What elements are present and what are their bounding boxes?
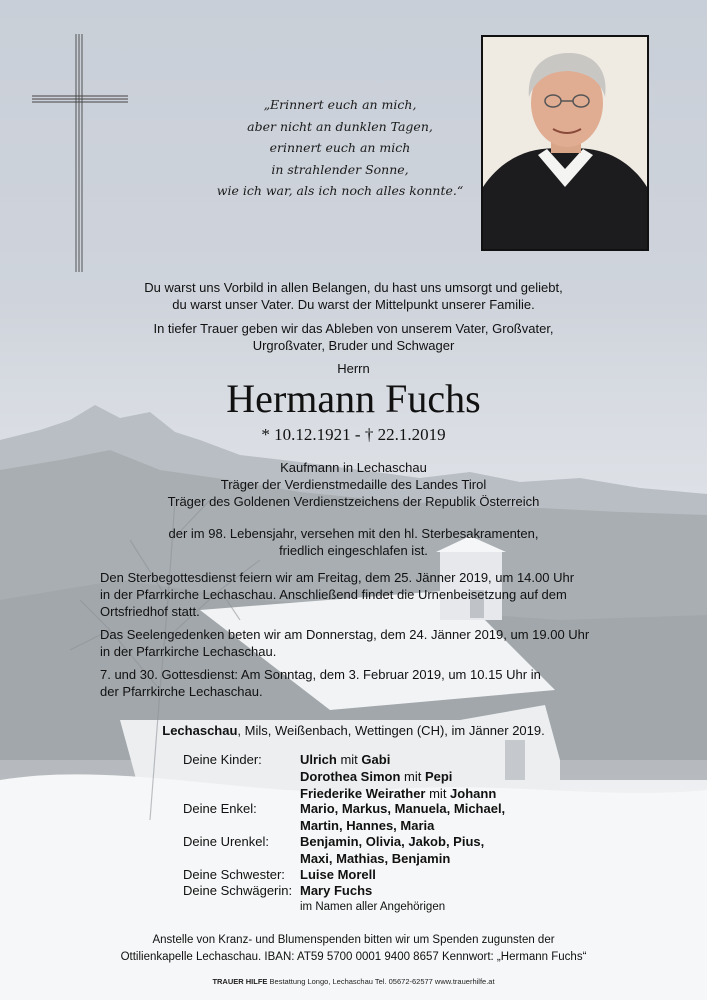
great-grandchildren-line: Benjamin, Olivia, Jakob, Pius, xyxy=(300,834,485,849)
intro-line: du warst unser Vater. Du warst der Mittelpunkt unserer Familie. xyxy=(172,297,535,312)
great-grandchildren-label: Deine Urenkel: xyxy=(183,834,269,849)
child-name: Friederike Weirather xyxy=(300,786,426,801)
service-line: in der Pfarrkirche Lechaschau. xyxy=(100,644,277,659)
funeral-home-credit xyxy=(0,977,707,986)
partner-name: Pepi xyxy=(424,769,453,784)
service-line: 7. und 30. Gottesdienst: Am Sonntag, dem 3. Februar 2019, um 10.15 Uhr in xyxy=(100,667,541,682)
donation-line: Anstelle von Kranz- und Blumenspenden bitten wir um Spenden zugunsten der xyxy=(152,934,555,946)
service-line: in der Pfarrkirche Lechaschau. Anschließend findet die Urnenbeisetzung auf dem xyxy=(100,587,567,602)
partner-name: Johann xyxy=(450,786,497,801)
sister-in-law-label: Deine Schwägerin: xyxy=(183,883,293,898)
quote-line: wie ich war, als ich noch alles konnte.“ xyxy=(216,183,464,198)
intro-line: Urgroßvater, Bruder und Schwager xyxy=(252,338,455,353)
quote-line: erinnert euch an mich xyxy=(269,140,411,155)
child-entry xyxy=(300,768,496,785)
service-line: Ortsfriedhof statt. xyxy=(100,604,200,619)
memorial-quote xyxy=(200,94,480,202)
credit-text: Bestattung Longo, Lechaschau Tel. 05672-62577 www.trauerhilfe.at xyxy=(267,977,495,986)
place-and-date xyxy=(0,722,707,739)
partner-name: Gabi xyxy=(361,752,391,767)
children-list xyxy=(300,751,496,802)
connector: mit xyxy=(400,769,425,784)
service-line: der Pfarrkirche Lechaschau. xyxy=(100,684,263,699)
family-closing: im Namen aller Angehörigen xyxy=(300,901,446,913)
great-grandchildren-list xyxy=(300,833,484,867)
children-label: Deine Kinder: xyxy=(183,752,262,767)
grandchildren-line: Martin, Hannes, Maria xyxy=(300,818,435,833)
memorial-mass-info xyxy=(100,666,609,700)
salutation-text: Herrn xyxy=(337,361,370,376)
sister-name: Luise Morell xyxy=(300,867,376,882)
sister-label: Deine Schwester: xyxy=(183,867,285,882)
connector: mit xyxy=(336,752,362,767)
intro-line: In tiefer Trauer geben wir das Ableben von unserem Vater, Großvater, xyxy=(153,321,554,336)
great-grandchildren-line: Maxi, Mathias, Benjamin xyxy=(300,851,451,866)
place-town: Lechaschau xyxy=(162,723,238,738)
deceased-name: Hermann Fuchs xyxy=(226,376,481,421)
cross-icon xyxy=(30,32,130,276)
portrait-photo xyxy=(481,35,649,251)
portrait-illustration xyxy=(483,37,647,249)
donation-request xyxy=(0,932,707,966)
grandchildren-list xyxy=(300,800,505,834)
quote-line: in strahlender Sonne, xyxy=(271,161,409,177)
death-note-line: der im 98. Lebensjahr, versehen mit den hl. Sterbesakramenten, xyxy=(168,526,539,541)
child-entry xyxy=(300,751,496,768)
announcement-text xyxy=(40,320,667,354)
quote-line: „Erinnert euch an mich, xyxy=(263,97,417,112)
salutation xyxy=(40,360,667,377)
grandchildren-line: Mario, Markus, Manuela, Michael, xyxy=(300,801,506,816)
quote-line: aber nicht an dunklen Tagen, xyxy=(247,118,433,134)
death-note xyxy=(40,525,667,559)
honor-line: Träger des Goldenen Verdienstzeichens der Republik Österreich xyxy=(167,494,540,509)
donation-line: Ottilienkapelle Lechaschau. IBAN: AT59 5700 0001 9400 8657 Kennwort: „Hermann Fuchs“ xyxy=(120,951,587,963)
service-line: Das Seelengedenken beten wir am Donnerstag, dem 24. Jänner 2019, um 19.00 Uhr xyxy=(100,627,590,642)
honors-list xyxy=(40,459,667,510)
sister-in-law-name: Mary Fuchs xyxy=(300,883,373,898)
connector: mit xyxy=(425,786,451,801)
rosary-info xyxy=(100,626,609,660)
grandchildren-label: Deine Enkel: xyxy=(183,801,257,816)
honor-line: Kaufmann in Lechaschau xyxy=(280,460,427,475)
place-rest: , Mils, Weißenbach, Wettingen (CH), im Jänner 2019. xyxy=(237,723,545,738)
honor-line: Träger der Verdienstmedaille des Landes Tirol xyxy=(220,477,487,492)
funeral-service-info xyxy=(100,569,609,620)
child-name: Dorothea Simon xyxy=(300,769,401,784)
credit-brand: TRAUER HILFE xyxy=(212,977,268,986)
intro-text xyxy=(40,279,667,313)
death-note-line: friedlich eingeschlafen ist. xyxy=(279,543,428,558)
intro-line: Du warst uns Vorbild in allen Belangen, du hast uns umsorgt und geliebt, xyxy=(144,280,563,295)
life-dates: * 10.12.1921 - † 22.1.2019 xyxy=(261,425,446,444)
service-line: Den Sterbegottesdienst feiern wir am Freitag, dem 25. Jänner 2019, um 14.00 Uhr xyxy=(100,570,575,585)
child-name: Ulrich xyxy=(300,752,337,767)
